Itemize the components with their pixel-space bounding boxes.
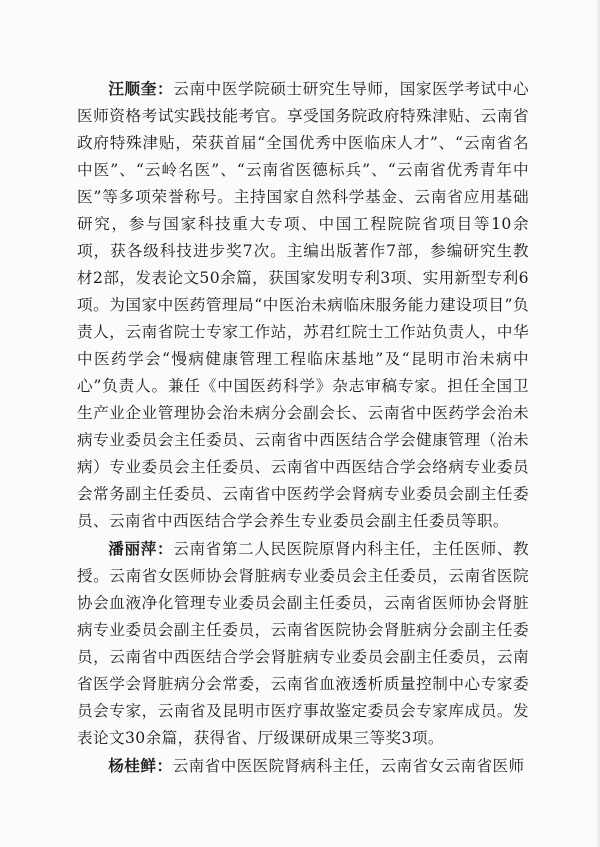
bio-text: 云南省中医医院肾病科主任，云南省女云南省医师 (172, 757, 525, 775)
bio-name: 杨桂鲜 (108, 757, 157, 775)
name-separator: ： (157, 540, 174, 558)
bio-text: 云南省第二人民医院原肾内科主任，主任医师、教授。云南省女医师协会肾脏病专业委员会主任委员，云南省医院协会血液净化管理专业委员会副主任委员，云南省医师协会肾脏病专业委员会副主任委员，云南省医院协会肾脏病分会副主任委员，云南省中西医结合学会肾脏病专业委员会副主任委员，云南省医学会肾脏病分会常委，云南省血液透析质量控制中心专家委员会专家，云南省及昆明市医疗事故鉴定委员会专家库成员。发表论文30余篇，获得省、厅级课研成果三等奖3项。 (77, 540, 529, 747)
bio-name: 汪顺奎 (108, 80, 158, 98)
document-page (77, 76, 529, 781)
bio-name: 潘丽萍 (108, 540, 158, 558)
name-separator: ： (156, 757, 173, 775)
page-edge-shadow (596, 0, 600, 847)
bio-paragraph-pan (77, 536, 529, 752)
bio-paragraph-yang (77, 753, 529, 780)
name-separator: ： (157, 80, 174, 98)
bio-text: 云南中医学院硕士研究生导师，国家医学考试中心医师资格考试实践技能考官。享受国务院政府特殊津贴、云南省政府特殊津贴，荣获首届“全国优秀中医临床人才”、“云南省名中医”、“云岭名医”、“云南省医德标兵”、“云南省优秀青年中医”等多项荣誉称号。主持国家自然科学基金、云南省应用基础研究，参与国家科技重大专项、中国工程院院省项目等10余项，获各级科技进步奖7次。主编出版著作7部，参编研究生教材2部，发表论文50余篇，获国家发明专利3项、实用新型专利6项。为国家中医药管理局“中医治未病临床服务能力建设项目”负责人，云南省院士专家工作站，苏君红院士工作站负责人，中华中医药学会“慢病健康管理工程临床基地”及“昆明市治未病中心”负责人。兼任《中国医药科学》杂志审稿专家。担任全国卫生产业企业管理协会治未病分会副会长、云南省中医药学会治未病专业委员会主任委员、云南省中西医结合学会健康管理（治未病）专业委员会主任委员、云南省中西医结合学会络病专业委员会常务副主任委员、云南省中医药学会肾病专业委员会副主任委员、云南省中西医结合学会养生专业委员会副主任委员等职。 (77, 80, 529, 530)
bio-paragraph-wang (77, 76, 529, 535)
